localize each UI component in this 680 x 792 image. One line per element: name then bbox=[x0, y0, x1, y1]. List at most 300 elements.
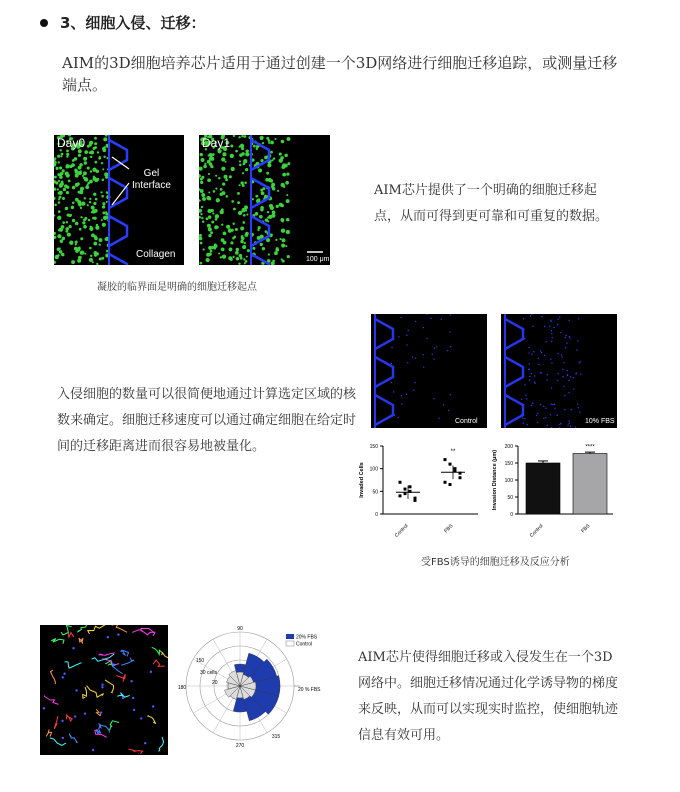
cell-dot bbox=[201, 217, 203, 219]
cell-dot bbox=[79, 228, 82, 231]
nucleus-dot bbox=[436, 346, 437, 347]
cell-dot bbox=[94, 209, 98, 213]
legend-swatch-fbs bbox=[286, 634, 294, 639]
cell-dot bbox=[89, 180, 93, 184]
cell-dot bbox=[226, 195, 229, 198]
cell-dot bbox=[285, 245, 287, 247]
cell-dot bbox=[218, 253, 220, 255]
cell-dot bbox=[89, 141, 93, 145]
radial-label: 30 cells bbox=[200, 670, 217, 676]
nucleus-dot bbox=[547, 425, 548, 426]
nucleus-dot bbox=[551, 362, 552, 363]
nucleus-dot bbox=[545, 407, 546, 408]
nucleus-dot bbox=[552, 337, 553, 338]
nucleus-dot bbox=[578, 407, 579, 408]
cell-dot bbox=[87, 167, 90, 170]
nucleus-dot bbox=[560, 332, 561, 333]
cell-dot bbox=[87, 145, 90, 148]
cell-nucleus bbox=[63, 673, 65, 675]
nucleus-dot bbox=[447, 350, 448, 351]
cell-dot bbox=[281, 204, 284, 207]
nucleus-dot bbox=[527, 424, 528, 425]
category-label: Control bbox=[393, 523, 410, 539]
micrograph-fbs bbox=[501, 314, 617, 428]
cell-dot bbox=[99, 243, 101, 245]
nucleus-dot bbox=[579, 411, 580, 412]
cell-dot bbox=[75, 222, 79, 226]
nucleus-dot bbox=[559, 316, 560, 317]
cell-dot bbox=[89, 201, 91, 203]
cell-dot bbox=[84, 172, 86, 174]
nucleus-dot bbox=[554, 404, 555, 405]
cell-dot bbox=[100, 191, 102, 193]
cell-dot bbox=[206, 217, 209, 220]
nucleus-dot bbox=[545, 417, 546, 418]
nucleus-dot bbox=[553, 327, 554, 328]
nucleus-dot bbox=[544, 355, 545, 356]
cell-dot bbox=[101, 162, 103, 164]
day0-label: Day0 bbox=[57, 136, 86, 150]
figure1-caption: 凝胶的临界面是明确的细胞迁移起点 bbox=[97, 282, 257, 293]
nucleus-dot bbox=[565, 335, 566, 336]
cell-dot bbox=[244, 181, 247, 184]
cell-dot bbox=[273, 157, 275, 159]
cell-dot bbox=[222, 254, 226, 258]
cell-nucleus bbox=[152, 705, 154, 707]
nucleus-dot bbox=[549, 326, 550, 327]
cell-dot bbox=[203, 165, 207, 169]
cell-dot bbox=[242, 245, 246, 249]
nucleus-dot bbox=[576, 349, 577, 350]
data-point bbox=[409, 485, 412, 488]
cell-dot bbox=[240, 257, 243, 260]
nucleus-dot bbox=[577, 340, 578, 341]
cell-dot bbox=[244, 242, 246, 244]
nucleus-dot bbox=[580, 374, 581, 375]
cell-dot bbox=[277, 190, 279, 192]
nucleus-dot bbox=[413, 389, 414, 390]
nucleus-dot bbox=[537, 422, 538, 423]
angle-label: 180 bbox=[177, 685, 187, 691]
nucleus-dot bbox=[551, 333, 552, 334]
data-point bbox=[444, 481, 447, 484]
cell-dot bbox=[78, 256, 82, 260]
cell-dot bbox=[71, 206, 74, 209]
nucleus-dot bbox=[433, 398, 434, 399]
nucleus-dot bbox=[529, 369, 530, 370]
invasion-distance-chart bbox=[488, 438, 623, 543]
cell-dot bbox=[82, 175, 84, 177]
cell-nucleus bbox=[92, 749, 94, 751]
y-axis-label: Invaded Cells bbox=[359, 462, 365, 498]
nucleus-dot bbox=[561, 356, 562, 357]
cell-dot bbox=[99, 238, 103, 242]
cell-dot bbox=[202, 197, 206, 201]
cell-dot bbox=[239, 160, 241, 162]
nucleus-dot bbox=[423, 327, 424, 328]
cell-dot bbox=[270, 151, 273, 154]
cell-dot bbox=[236, 250, 238, 252]
nucleus-dot bbox=[450, 314, 451, 315]
nucleus-dot bbox=[450, 346, 451, 347]
radial-label: 20 % FBS bbox=[298, 687, 321, 693]
cell-dot bbox=[63, 188, 66, 191]
cell-dot bbox=[66, 173, 70, 177]
cell-nucleus bbox=[117, 633, 119, 635]
cell-dot bbox=[260, 137, 263, 140]
cell-dot bbox=[206, 258, 210, 262]
nucleus-dot bbox=[540, 350, 541, 351]
cell-dot bbox=[239, 164, 242, 167]
cell-dot bbox=[95, 169, 99, 173]
figure2-caption: 受FBS诱导的细胞迁移及反应分析 bbox=[421, 557, 570, 568]
fbs-label: 10% FBS bbox=[585, 418, 615, 425]
nucleus-dot bbox=[573, 377, 574, 378]
nucleus-dot bbox=[406, 394, 407, 395]
cell-nucleus bbox=[140, 717, 142, 719]
cell-dot bbox=[239, 145, 241, 147]
cell-dot bbox=[68, 225, 71, 228]
cell-dot bbox=[60, 172, 64, 176]
nucleus-dot bbox=[538, 358, 539, 359]
rose-plot bbox=[174, 622, 334, 750]
cell-dot bbox=[88, 219, 90, 221]
nucleus-dot bbox=[569, 337, 570, 338]
nucleus-dot bbox=[531, 405, 532, 406]
nucleus-dot bbox=[536, 414, 537, 415]
cell-dot bbox=[221, 248, 225, 252]
nucleus-dot bbox=[400, 317, 401, 318]
cell-dot bbox=[200, 213, 202, 215]
cell-dot bbox=[245, 260, 248, 263]
cell-nucleus bbox=[101, 684, 103, 686]
nucleus-dot bbox=[443, 404, 444, 405]
cell-dot bbox=[271, 185, 274, 188]
cell-dot bbox=[61, 253, 64, 256]
cell-dot bbox=[98, 157, 101, 160]
cell-dot bbox=[275, 248, 279, 252]
nucleus-dot bbox=[568, 380, 569, 381]
cell-dot bbox=[89, 198, 91, 200]
cell-tracks-image bbox=[40, 625, 168, 755]
nucleus-dot bbox=[573, 388, 574, 389]
nucleus-dot bbox=[433, 358, 434, 359]
nucleus-dot bbox=[533, 351, 534, 352]
angle-label: 315 bbox=[271, 734, 281, 740]
cell-dot bbox=[65, 166, 68, 169]
cell-dot bbox=[215, 188, 217, 190]
cell-dot bbox=[267, 163, 271, 167]
cell-dot bbox=[80, 170, 82, 172]
control-label: Control bbox=[455, 418, 478, 425]
cell-dot bbox=[201, 176, 204, 179]
cell-dot bbox=[286, 199, 290, 203]
cell-dot bbox=[92, 217, 95, 220]
cell-dot bbox=[255, 195, 258, 198]
scale-bar-label: 100 μm bbox=[306, 256, 330, 263]
nucleus-dot bbox=[415, 357, 416, 358]
cell-dot bbox=[283, 185, 286, 188]
cell-dot bbox=[62, 221, 65, 224]
cell-dot bbox=[222, 182, 225, 185]
paragraph-start-point: AIM芯片提供了一个明确的细胞迁移起点，从而可得到更可靠和可重复的数据。 bbox=[374, 183, 609, 224]
cell-dot bbox=[262, 247, 265, 250]
nucleus-dot bbox=[440, 319, 441, 320]
cell-dot bbox=[57, 216, 61, 220]
radial-label: 20 bbox=[212, 680, 218, 686]
cell-dot bbox=[94, 237, 98, 241]
cell-dot bbox=[235, 251, 239, 255]
cell-dot bbox=[58, 192, 61, 195]
nucleus-dot bbox=[567, 375, 568, 376]
cell-dot bbox=[60, 239, 64, 243]
significance-label: **** bbox=[585, 444, 595, 451]
cell-dot bbox=[221, 157, 225, 161]
cell-dot bbox=[84, 197, 86, 199]
nucleus-dot bbox=[432, 354, 433, 355]
cell-dot bbox=[91, 233, 95, 237]
nucleus-dot bbox=[423, 366, 424, 367]
nucleus-dot bbox=[537, 413, 538, 414]
micrograph-day1-svg bbox=[199, 135, 330, 265]
day1-label: Day1 bbox=[202, 136, 231, 150]
cell-dot bbox=[282, 260, 285, 263]
cell-dot bbox=[222, 191, 226, 195]
cell-dot bbox=[245, 233, 249, 237]
cell-dot bbox=[71, 260, 75, 264]
cell-dot bbox=[199, 153, 202, 156]
nucleus-dot bbox=[557, 380, 558, 381]
cell-dot bbox=[91, 206, 95, 210]
cell-dot bbox=[200, 181, 203, 184]
cell-dot bbox=[201, 193, 205, 197]
angle-label: 150 bbox=[195, 658, 205, 664]
cell-dot bbox=[91, 211, 93, 213]
nucleus-dot bbox=[528, 347, 529, 348]
cell-dot bbox=[238, 136, 240, 138]
cell-nucleus bbox=[150, 671, 152, 673]
nucleus-dot bbox=[412, 357, 413, 358]
paragraph-quantify: 入侵细胞的数量可以很简便地通过计算选定区域的核数来确定。细胞迁移速度可以通过确定细胞在给定时间的迁移距离进而很容易地被量化。 bbox=[57, 387, 357, 454]
nucleus-dot bbox=[531, 353, 532, 354]
cell-dot bbox=[222, 152, 226, 156]
cell-dot bbox=[215, 214, 219, 218]
cell-dot bbox=[95, 226, 99, 230]
cell-dot bbox=[78, 203, 82, 207]
cell-dot bbox=[260, 159, 263, 162]
cell-dot bbox=[83, 225, 87, 229]
cell-dot bbox=[257, 236, 261, 240]
nucleus-dot bbox=[531, 373, 532, 374]
cell-dot bbox=[240, 226, 244, 230]
cell-dot bbox=[225, 161, 227, 163]
collagen-label: Collagen bbox=[136, 249, 176, 260]
nucleus-dot bbox=[541, 352, 542, 353]
y-tick-label: 200 bbox=[504, 444, 513, 450]
cell-dot bbox=[216, 226, 219, 229]
cell-dot bbox=[102, 223, 106, 227]
cell-dot bbox=[275, 239, 277, 241]
cell-dot bbox=[282, 238, 286, 242]
nucleus-dot bbox=[550, 414, 551, 415]
cell-dot bbox=[286, 194, 288, 196]
bar bbox=[526, 463, 560, 514]
cell-dot bbox=[209, 163, 212, 166]
nucleus-dot bbox=[522, 417, 523, 418]
cell-dot bbox=[246, 213, 248, 215]
gel-interface-label: Gel Interface bbox=[132, 168, 171, 191]
cell-dot bbox=[58, 247, 61, 250]
cell-dot bbox=[204, 163, 206, 165]
cell-dot bbox=[201, 206, 203, 208]
cell-dot bbox=[264, 195, 267, 198]
nucleus-dot bbox=[391, 363, 392, 364]
y-tick-label: 50 bbox=[507, 495, 513, 501]
cell-dot bbox=[247, 249, 250, 252]
cell-dot bbox=[59, 196, 62, 199]
data-point bbox=[449, 463, 452, 466]
cell-dot bbox=[261, 191, 265, 195]
nucleus-dot bbox=[434, 348, 435, 349]
cell-dot bbox=[106, 201, 108, 203]
cell-dot bbox=[80, 237, 83, 240]
cell-dot bbox=[285, 154, 288, 157]
cell-dot bbox=[65, 185, 67, 187]
cell-dot bbox=[236, 257, 239, 260]
cell-dot bbox=[207, 178, 211, 182]
nucleus-dot bbox=[450, 394, 451, 395]
cell-dot bbox=[225, 178, 228, 181]
cell-dot bbox=[80, 207, 82, 209]
cell-dot bbox=[90, 150, 94, 154]
cell-dot bbox=[94, 161, 97, 164]
legend-swatch-control bbox=[286, 641, 294, 646]
cell-dot bbox=[268, 253, 270, 255]
nucleus-dot bbox=[529, 379, 530, 380]
nucleus-dot bbox=[557, 353, 558, 354]
cell-dot bbox=[286, 137, 290, 141]
nucleus-dot bbox=[398, 336, 399, 337]
cell-dot bbox=[94, 142, 97, 145]
cell-dot bbox=[282, 163, 286, 167]
cell-dot bbox=[105, 211, 107, 213]
cell-dot bbox=[75, 243, 77, 245]
cell-dot bbox=[266, 172, 269, 175]
cell-dot bbox=[274, 251, 278, 255]
cell-dot bbox=[89, 247, 92, 250]
cell-nucleus bbox=[75, 689, 77, 691]
cell-dot bbox=[239, 184, 241, 186]
cell-dot bbox=[54, 161, 57, 164]
nucleus-dot bbox=[541, 316, 542, 317]
y-tick-label: 100 bbox=[369, 466, 378, 473]
nucleus-dot bbox=[551, 330, 552, 331]
nucleus-dot bbox=[393, 391, 394, 392]
cell-dot bbox=[59, 166, 62, 169]
cell-dot bbox=[101, 257, 104, 260]
y-axis-label: Invasion Distance (μm) bbox=[492, 449, 498, 511]
cell-dot bbox=[287, 255, 290, 258]
nucleus-dot bbox=[540, 404, 541, 405]
nucleus-dot bbox=[547, 374, 548, 375]
cell-dot bbox=[200, 242, 203, 245]
nucleus-dot bbox=[550, 321, 551, 322]
cell-dot bbox=[69, 165, 72, 168]
cell-dot bbox=[75, 183, 79, 187]
bullet-icon bbox=[40, 19, 48, 27]
significance-label: ** bbox=[450, 448, 456, 455]
y-tick-label: 0 bbox=[510, 512, 513, 518]
nucleus-dot bbox=[543, 418, 544, 419]
nucleus-dot bbox=[562, 376, 563, 377]
cell-dot bbox=[84, 150, 88, 154]
nucleus-dot bbox=[575, 426, 576, 427]
cell-dot bbox=[230, 241, 233, 244]
micrograph-control bbox=[371, 314, 487, 428]
nucleus-dot bbox=[532, 326, 533, 327]
cell-dot bbox=[81, 202, 85, 206]
nucleus-dot bbox=[449, 331, 450, 332]
cell-dot bbox=[258, 226, 261, 229]
cell-dot bbox=[90, 170, 92, 172]
cell-dot bbox=[279, 238, 281, 240]
cell-dot bbox=[57, 234, 61, 238]
nucleus-dot bbox=[532, 402, 533, 403]
nucleus-dot bbox=[563, 362, 564, 363]
nucleus-dot bbox=[570, 376, 571, 377]
cell-dot bbox=[266, 238, 270, 242]
cell-dot bbox=[230, 144, 233, 147]
cell-dot bbox=[220, 256, 222, 258]
cell-dot bbox=[84, 217, 87, 220]
cell-dot bbox=[199, 262, 202, 265]
bar bbox=[573, 453, 607, 514]
nucleus-dot bbox=[538, 364, 539, 365]
nucleus-dot bbox=[430, 318, 431, 319]
nucleus-dot bbox=[524, 338, 525, 339]
cell-nucleus bbox=[132, 697, 134, 699]
cell-dot bbox=[245, 152, 249, 156]
nucleus-dot bbox=[578, 318, 579, 319]
nucleus-dot bbox=[414, 382, 415, 383]
cell-dot bbox=[242, 184, 245, 187]
cell-dot bbox=[94, 146, 97, 149]
nucleus-dot bbox=[569, 336, 570, 337]
cell-dot bbox=[279, 153, 282, 156]
nucleus-dot bbox=[525, 395, 526, 396]
cell-dot bbox=[61, 153, 64, 156]
cell-dot bbox=[210, 250, 213, 253]
nucleus-dot bbox=[557, 415, 558, 416]
cell-nucleus bbox=[130, 680, 132, 682]
cell-dot bbox=[212, 213, 214, 215]
nucleus-dot bbox=[534, 381, 535, 382]
nucleus-dot bbox=[561, 354, 562, 355]
cell-dot bbox=[55, 181, 58, 184]
y-tick-label: 0 bbox=[375, 512, 378, 518]
nucleus-dot bbox=[564, 409, 565, 410]
cell-dot bbox=[102, 211, 105, 214]
nucleus-dot bbox=[568, 392, 569, 393]
cell-dot bbox=[90, 156, 92, 158]
cell-dot bbox=[84, 253, 86, 255]
cell-dot bbox=[78, 246, 80, 248]
data-point bbox=[459, 476, 462, 479]
cell-dot bbox=[62, 197, 65, 200]
cell-dot bbox=[267, 220, 269, 222]
nucleus-dot bbox=[397, 417, 398, 418]
cell-dot bbox=[269, 204, 273, 208]
